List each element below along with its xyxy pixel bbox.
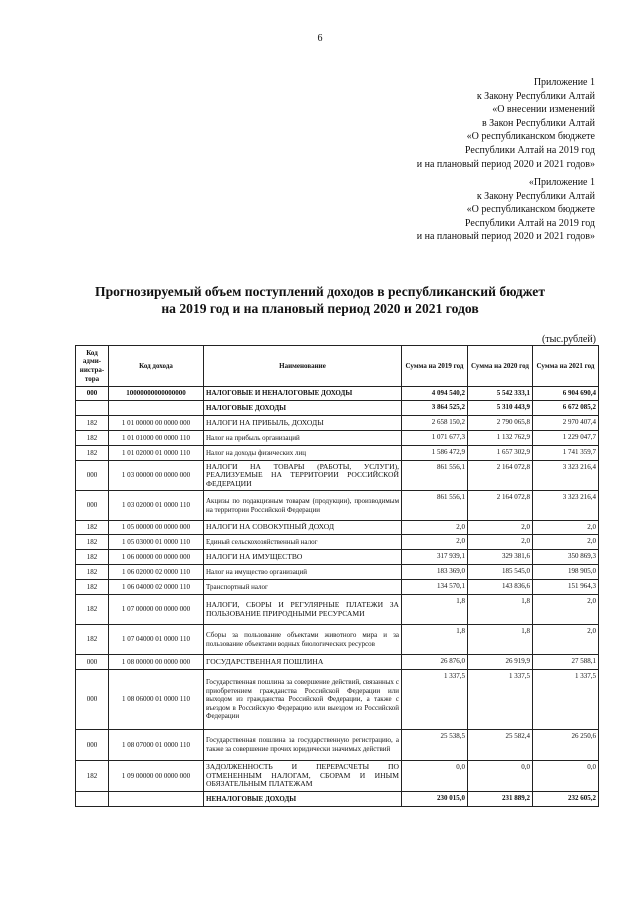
cell-income-code: 1 01 02000 01 0000 110 [109, 446, 204, 461]
cell-income-code: 1 05 03000 01 0000 110 [109, 535, 204, 550]
cell-sum-2019: 861 556,1 [402, 491, 468, 521]
cell-sum-2020: 231 889,2 [468, 792, 533, 807]
cell-sum-2019: 2,0 [402, 535, 468, 550]
cell-sum-2020: 2,0 [468, 535, 533, 550]
cell-admin-code: 182 [76, 565, 109, 580]
cell-name: Государственная пошлина за государственную регистрацию, а также за совершение прочих юридически значимых действий [204, 730, 402, 761]
cell-income-code: 1 08 07000 01 0000 110 [109, 730, 204, 761]
cell-income-code: 1 01 01000 00 0000 110 [109, 431, 204, 446]
cell-name: НАЛОГИ НА СОВОКУПНЫЙ ДОХОД [204, 521, 402, 535]
cell-admin-code: 182 [76, 446, 109, 461]
cell-sum-2019: 1 071 677,3 [402, 431, 468, 446]
table-row [76, 491, 599, 521]
table-row [76, 550, 599, 565]
cell-sum-2021: 2,0 [533, 535, 599, 550]
appendix-line: «О республиканском бюджете [466, 204, 595, 216]
cell-sum-2019: 2 658 150,2 [402, 416, 468, 431]
table-row [76, 535, 599, 550]
appendix-line: «О республиканском бюджете [466, 131, 595, 143]
cell-name: НАЛОГИ, СБОРЫ И РЕГУЛЯРНЫЕ ПЛАТЕЖИ ЗА ПОЛЬЗОВАНИЕ ПРИРОДНЫМИ РЕСУРСАМИ [204, 595, 402, 625]
cell-admin-code: 000 [76, 655, 109, 670]
cell-admin-code: 000 [76, 730, 109, 761]
cell-admin-code [76, 792, 109, 807]
appendix-line: Приложение 1 [533, 77, 595, 88]
cell-sum-2020: 185 545,0 [468, 565, 533, 580]
cell-sum-2021: 0,0 [533, 761, 599, 792]
cell-income-code: 1 06 00000 00 0000 000 [109, 550, 204, 565]
cell-sum-2021: 2 970 407,4 [533, 416, 599, 431]
appendix-line: Республики Алтай на 2019 год [464, 217, 595, 229]
table-row [76, 761, 599, 792]
cell-income-code: 1 07 04000 01 0000 110 [109, 625, 204, 655]
cell-sum-2021: 1 741 359,7 [533, 446, 599, 461]
page-number: 6 [317, 33, 323, 44]
cell-income-code [109, 792, 204, 807]
cell-sum-2020: 0,0 [468, 761, 533, 792]
table-row [76, 431, 599, 446]
cell-sum-2019: 4 094 540,2 [402, 387, 468, 401]
appendix-line: к Закону Республики Алтай [476, 90, 595, 102]
table-row [76, 792, 599, 807]
cell-sum-2020: 1,8 [468, 595, 533, 625]
cell-income-code [109, 401, 204, 416]
cell-income-code: 1 07 00000 00 0000 000 [109, 595, 204, 625]
appendix-line: Республики Алтай на 2019 год [464, 144, 595, 156]
table-row [76, 446, 599, 461]
cell-sum-2020: 1 132 762,9 [468, 431, 533, 446]
cell-income-code: 1 01 00000 00 0000 000 [109, 416, 204, 431]
cell-sum-2020: 2 164 072,8 [468, 461, 533, 491]
header-sum-2020: Сумма на 2020 год [468, 346, 533, 387]
table-row [76, 387, 599, 401]
cell-sum-2019: 317 939,1 [402, 550, 468, 565]
cell-sum-2020: 2 790 065,8 [468, 416, 533, 431]
table-row [76, 595, 599, 625]
appendix-line: «Приложение 1 [528, 177, 595, 188]
document-title [0, 283, 640, 317]
title-line-1: Прогнозируемый объем поступлений доходов в республиканский бюджет [95, 284, 545, 299]
cell-admin-code: 182 [76, 535, 109, 550]
table-row [76, 670, 599, 730]
cell-sum-2019: 861 556,1 [402, 461, 468, 491]
table-row [76, 401, 599, 416]
header-sum-2021: Сумма на 2021 год [533, 346, 599, 387]
cell-sum-2020: 2 164 072,8 [468, 491, 533, 521]
cell-name: Налог на прибыль организаций [204, 431, 402, 446]
cell-sum-2021: 26 250,6 [533, 730, 599, 761]
table-row [76, 625, 599, 655]
cell-name: ГОСУДАРСТВЕННАЯ ПОШЛИНА [204, 655, 402, 670]
cell-admin-code: 182 [76, 431, 109, 446]
cell-sum-2021: 3 323 216,4 [533, 491, 599, 521]
cell-sum-2021: 3 323 216,4 [533, 461, 599, 491]
cell-admin-code: 182 [76, 416, 109, 431]
cell-admin-code: 000 [76, 670, 109, 730]
cell-admin-code: 182 [76, 580, 109, 595]
cell-sum-2019: 2,0 [402, 521, 468, 535]
table-row [76, 416, 599, 431]
header-income-code: Код дохода [109, 346, 204, 387]
cell-name: ЗАДОЛЖЕННОСТЬ И ПЕРЕРАСЧЕТЫ ПО ОТМЕНЕННЫМ НАЛОГАМ, СБОРАМ И ИНЫМ ОБЯЗАТЕЛЬНЫМ ПЛАТЕЖАМ [204, 761, 402, 792]
cell-sum-2020: 2,0 [468, 521, 533, 535]
cell-sum-2020: 329 381,6 [468, 550, 533, 565]
cell-income-code: 1 03 00000 00 0000 000 [109, 461, 204, 491]
table-row [76, 580, 599, 595]
cell-sum-2020: 1 657 302,9 [468, 446, 533, 461]
header-name: Наименование [204, 346, 402, 387]
cell-name: НЕНАЛОГОВЫЕ ДОХОДЫ [204, 792, 402, 807]
cell-sum-2019: 1 586 472,9 [402, 446, 468, 461]
cell-admin-code: 000 [76, 387, 109, 401]
cell-income-code: 1 06 02000 02 0000 110 [109, 565, 204, 580]
header-admin-code: Код адми-нистра-тора [76, 346, 109, 387]
cell-sum-2021: 6 904 690,4 [533, 387, 599, 401]
cell-income-code: 1 03 02000 01 0000 110 [109, 491, 204, 521]
cell-sum-2021: 2,0 [533, 625, 599, 655]
cell-admin-code: 182 [76, 625, 109, 655]
cell-sum-2019: 25 538,5 [402, 730, 468, 761]
cell-admin-code: 182 [76, 550, 109, 565]
table-row [76, 521, 599, 535]
cell-income-code: 1 06 04000 02 0000 110 [109, 580, 204, 595]
cell-name: Государственная пошлина за совершение действий, связанных с приобретением гражданства Российской Федерации или выходом из гражданства Российской Федерации, а также с въездом в Российскую Федерацию или выездом из Российской Федерации [204, 670, 402, 730]
cell-sum-2021: 27 588,1 [533, 655, 599, 670]
cell-name: Сборы за пользование объектами животного мира и за пользование объектами водных биологических ресурсов [204, 625, 402, 655]
cell-sum-2020: 5 542 333,1 [468, 387, 533, 401]
cell-admin-code: 182 [76, 595, 109, 625]
table-header-row [76, 346, 599, 387]
cell-name: Налог на имущество организаций [204, 565, 402, 580]
table-row [76, 655, 599, 670]
cell-income-code: 1 08 06000 01 0000 110 [109, 670, 204, 730]
cell-admin-code [76, 401, 109, 416]
cell-admin-code: 000 [76, 491, 109, 521]
cell-name: НАЛОГИ НА ИМУЩЕСТВО [204, 550, 402, 565]
appendix-header-new [417, 76, 595, 171]
cell-sum-2020: 1,8 [468, 625, 533, 655]
cell-income-code: 1 09 00000 00 0000 000 [109, 761, 204, 792]
cell-sum-2020: 25 582,4 [468, 730, 533, 761]
appendix-line: в Закон Республики Алтай [481, 117, 595, 129]
cell-sum-2019: 183 369,0 [402, 565, 468, 580]
cell-sum-2021: 151 964,3 [533, 580, 599, 595]
cell-name: НАЛОГИ НА ТОВАРЫ (РАБОТЫ, УСЛУГИ), РЕАЛИЗУЕМЫЕ НА ТЕРРИТОРИИ РОССИЙСКОЙ ФЕДЕРАЦИИ [204, 461, 402, 491]
cell-sum-2021: 1 229 047,7 [533, 431, 599, 446]
cell-sum-2021: 2,0 [533, 521, 599, 535]
cell-name: Транспортный налог [204, 580, 402, 595]
table-row [76, 730, 599, 761]
cell-income-code: 1 08 00000 00 0000 000 [109, 655, 204, 670]
cell-sum-2019: 3 864 525,2 [402, 401, 468, 416]
units-label: (тыс.рублей) [541, 334, 596, 345]
revenue-table [75, 345, 599, 807]
cell-sum-2019: 1,8 [402, 625, 468, 655]
title-line-2: на 2019 год и на плановый период 2020 и 2021 годов [161, 301, 479, 316]
cell-name: Налог на доходы физических лиц [204, 446, 402, 461]
appendix-header-original [417, 176, 595, 244]
cell-admin-code: 182 [76, 521, 109, 535]
cell-sum-2021: 2,0 [533, 595, 599, 625]
cell-sum-2020: 5 310 443,9 [468, 401, 533, 416]
cell-sum-2019: 1,8 [402, 595, 468, 625]
cell-income-code: 10000000000000000 [109, 387, 204, 401]
cell-sum-2020: 26 919,9 [468, 655, 533, 670]
header-sum-2019: Сумма на 2019 год [402, 346, 468, 387]
cell-sum-2019: 134 570,1 [402, 580, 468, 595]
cell-sum-2021: 232 605,2 [533, 792, 599, 807]
cell-sum-2020: 1 337,5 [468, 670, 533, 730]
cell-name: НАЛОГИ НА ПРИБЫЛЬ, ДОХОДЫ [204, 416, 402, 431]
table-row [76, 461, 599, 491]
cell-sum-2019: 26 876,0 [402, 655, 468, 670]
cell-name: Акцизы по подакцизным товарам (продукции), производимым на территории Российской Федерации [204, 491, 402, 521]
cell-sum-2019: 0,0 [402, 761, 468, 792]
appendix-line: и на плановый период 2020 и 2021 годов» [416, 231, 595, 243]
cell-income-code: 1 05 00000 00 0000 000 [109, 521, 204, 535]
cell-sum-2021: 350 869,3 [533, 550, 599, 565]
appendix-line: к Закону Республики Алтай [476, 190, 595, 202]
table-row [76, 565, 599, 580]
cell-sum-2019: 230 015,0 [402, 792, 468, 807]
cell-name: Единый сельскохозяйственный налог [204, 535, 402, 550]
cell-sum-2021: 6 672 085,2 [533, 401, 599, 416]
cell-admin-code: 182 [76, 761, 109, 792]
cell-sum-2021: 198 905,0 [533, 565, 599, 580]
cell-name: НАЛОГОВЫЕ И НЕНАЛОГОВЫЕ ДОХОДЫ [204, 387, 402, 401]
cell-admin-code: 000 [76, 461, 109, 491]
cell-sum-2019: 1 337,5 [402, 670, 468, 730]
appendix-line: и на плановый период 2020 и 2021 годов» [416, 158, 595, 170]
appendix-line: «О внесении изменений [492, 104, 595, 116]
cell-sum-2021: 1 337,5 [533, 670, 599, 730]
cell-sum-2020: 143 836,6 [468, 580, 533, 595]
cell-name: НАЛОГОВЫЕ ДОХОДЫ [204, 401, 402, 416]
